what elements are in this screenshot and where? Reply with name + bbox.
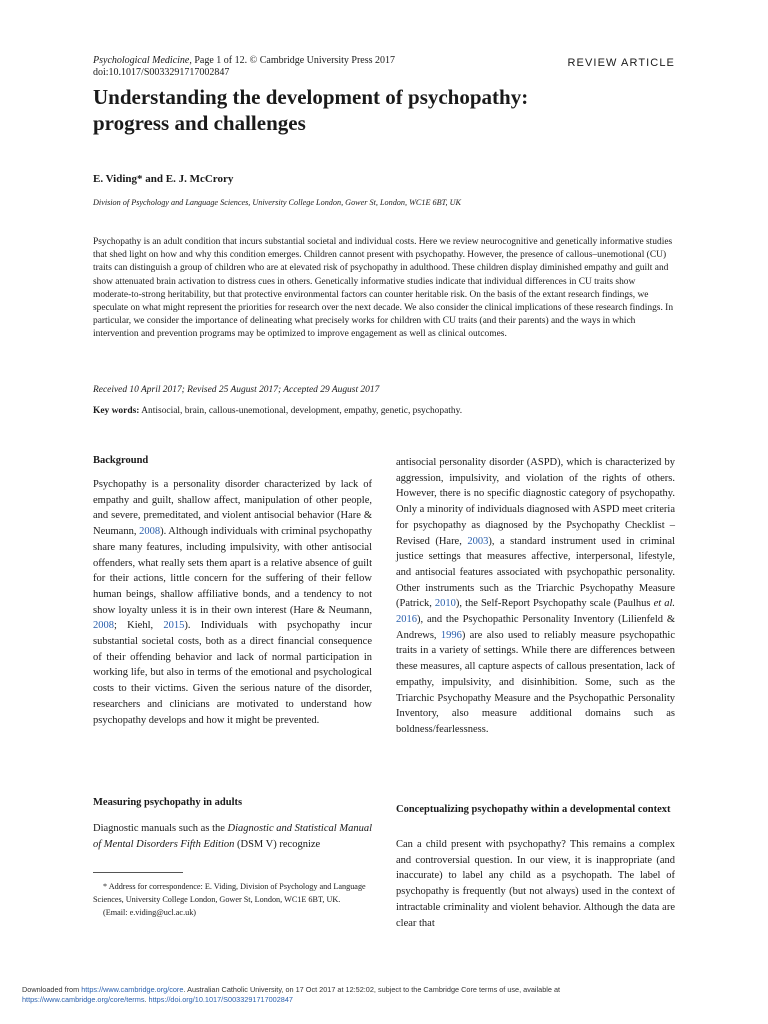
affiliation: Division of Psychology and Language Sciences, University College London, Gower St, London, WC1E 6BT, UK <box>93 198 462 207</box>
keywords-label: Key words: <box>93 406 140 416</box>
footnote-email: (Email: e.viding@ucl.ac.uk) <box>103 908 197 917</box>
et-al: et al. <box>653 598 675 610</box>
title-line-2: progress and challenges <box>93 111 306 135</box>
keywords-list: Antisocial, brain, callous-unemotional, development, empathy, genetic, psychopathy. <box>139 406 463 416</box>
title-line-1: Understanding the development of psychopathy: <box>93 85 529 109</box>
text-run: Downloaded from <box>22 985 82 994</box>
background-paragraph <box>93 477 372 728</box>
text-run: ; Kiehl, <box>114 620 164 632</box>
text-run: ), a standard instrument used in criminal justice settings that measures affective, interpersonal, lifestyle, and antisocial features associated with psychopathic personality. Other instruments such as the Triarchic Psychopathy Measure (Patrick, <box>396 535 675 610</box>
text-run: Psychopathy is a personality disorder characterized by lack of empathy and guilt, shallow affect, manipulation of other people, and severe, premeditated, and violent antisocial behavior (Hare & Neumann, <box>93 479 372 538</box>
measuring-paragraph <box>93 821 372 852</box>
measuring-heading: Measuring psychopathy in adults <box>93 797 243 808</box>
right-column-paragraph <box>396 455 675 738</box>
journal-name: Psychological Medicine <box>93 55 190 66</box>
citation-link[interactable]: 1996 <box>440 629 462 641</box>
background-heading: Background <box>93 455 149 466</box>
text-run: ). Although individuals with criminal psychopathy share many features, including impulsivity, with other antisocial offenders, what really sets them apart is a relative absence of guilt for their actions, little concern for the suffering of their fellow human beings, shallow affiliative bonds, and a tendency to not show loyalty unless it is in their own interest (Hare & Neumann, <box>93 526 372 616</box>
text-run: Diagnostic manuals such as the <box>93 823 228 834</box>
text-run: ). Individuals with psychopathy incur substantial societal costs, both as a direct financial consequence of their offending behavior and lack of normal participation in working life, but also in terms of the emotional and psychological costs to their victims. Given the serious nature of the disorder, researchers and clinicians are motivated to understand how psychopathy develops and how it might be prevented. <box>93 620 372 726</box>
cambridge-core-link[interactable]: https://www.cambridge.org/core <box>81 985 184 994</box>
text-run: ), and the Psychopathic Personality Inventory (Lilienfeld & Andrews, <box>396 614 675 641</box>
citation-link[interactable]: 2008 <box>93 620 114 632</box>
text-run: . Australian Catholic University, on 17 Oct 2017 at 12:52:02, subject to the Cambridge Core terms of use, available at <box>183 985 561 994</box>
abstract: Psychopathy is an adult condition that incurs substantial societal and individual costs. Here we review neurocognitive and genetically informative studies that shed light on how and why this condition emerges. Children cannot present with psychopathy. However, the presence of callous–unemotional (CU) traits can distinguish a group of children who are at elevated risk of psychopathy in adulthood. These children display diminished empathy and guilt and show attenuated brain activation to distress cues in others. Genetically informative studies indicate that individual differences in CU traits show moderate-to-strong heritability, but that protective environmental factors can counter heritable risk. On the basis of the extant research findings, we speculate on what might represent the priorities for research over the next decade. We also consider the clinical implications of these research findings. In particular, we consider the importance of delineating what precisely works for children with CU traits (and their parents) and the ways in which intervention and prevention programs may be optimized to improve engagement as well as clinical outcomes. <box>93 237 674 340</box>
text-run: antisocial personality disorder (ASPD), which is characterized by aggression, impulsivity, and violation of the rights of others. However, there is no specific diagnostic category of psychopathy. Only a minority of individuals diagnosed with ASPD meet criteria for psychopathy as diagnosed by the Psychopathy Checklist – Revised (Hare, <box>396 457 675 547</box>
journal-page-copyright: , Page 1 of 12. © Cambridge University Press 2017 <box>189 55 395 66</box>
citation-link[interactable]: 2003 <box>467 535 489 547</box>
text-run: . <box>144 995 149 1004</box>
received-dates: Received 10 April 2017; Revised 25 August 2017; Accepted 29 August 2017 <box>93 385 380 395</box>
journal-citation <box>93 55 395 79</box>
download-notice <box>22 985 752 1005</box>
text-run: ), the Self-Report Psychopathy scale (Paulhus <box>455 598 654 610</box>
citation-link[interactable]: 2008 <box>139 526 161 538</box>
citation-link[interactable]: 2015 <box>163 620 185 632</box>
footnote-rule <box>93 872 183 873</box>
concept-paragraph: Can a child present with psychopathy? This remains a complex and controversial question. In our view, it is inappropriate (and inaccurate) to label any child as a psychopath. The label of psychopathy is frequently (but not always) used in the context of intractable criminality and violent behavior. Although the data are clear that <box>396 839 675 929</box>
citation-link[interactable]: 2016 <box>396 614 417 626</box>
footnote-address: * Address for correspondence: E. Viding, Division of Psychology and Language Sciences, University College London, Gower St, London, WC1E 6BT, UK. <box>93 882 366 904</box>
doi: doi:10.1017/S0033291717002847 <box>93 67 230 78</box>
footnote <box>93 880 372 919</box>
text-run: ) are also used to reliably measure psychopathic traits in a variety of settings. While there are differences between these measures, all capture aspects of callous presentation, lack of empathy, impulsivity, and disinhibition. Some, such as the Triarchic Psychopathy Measure and the Psychopathic Personality Inventory, also measure additional domains such as boldness/fearlessness. <box>396 629 676 735</box>
text-run: (DSM V) recognize <box>234 838 321 850</box>
terms-link[interactable]: https://www.cambridge.org/core/terms <box>22 995 145 1004</box>
citation-link[interactable]: 2010 <box>434 598 456 610</box>
concept-heading: Conceptualizing psychopathy within a developmental context <box>396 804 671 815</box>
doi-link[interactable]: https://doi.org/10.1017/S0033291717002847 <box>148 995 293 1004</box>
article-type: REVIEW ARTICLE <box>567 57 675 69</box>
keywords <box>93 406 462 416</box>
authors: E. Viding* and E. J. McCrory <box>93 173 234 185</box>
dsm-title: Diagnostic and Statistical Manual of Mental Disorders Fifth Edition <box>93 823 372 850</box>
article-title <box>93 84 683 136</box>
